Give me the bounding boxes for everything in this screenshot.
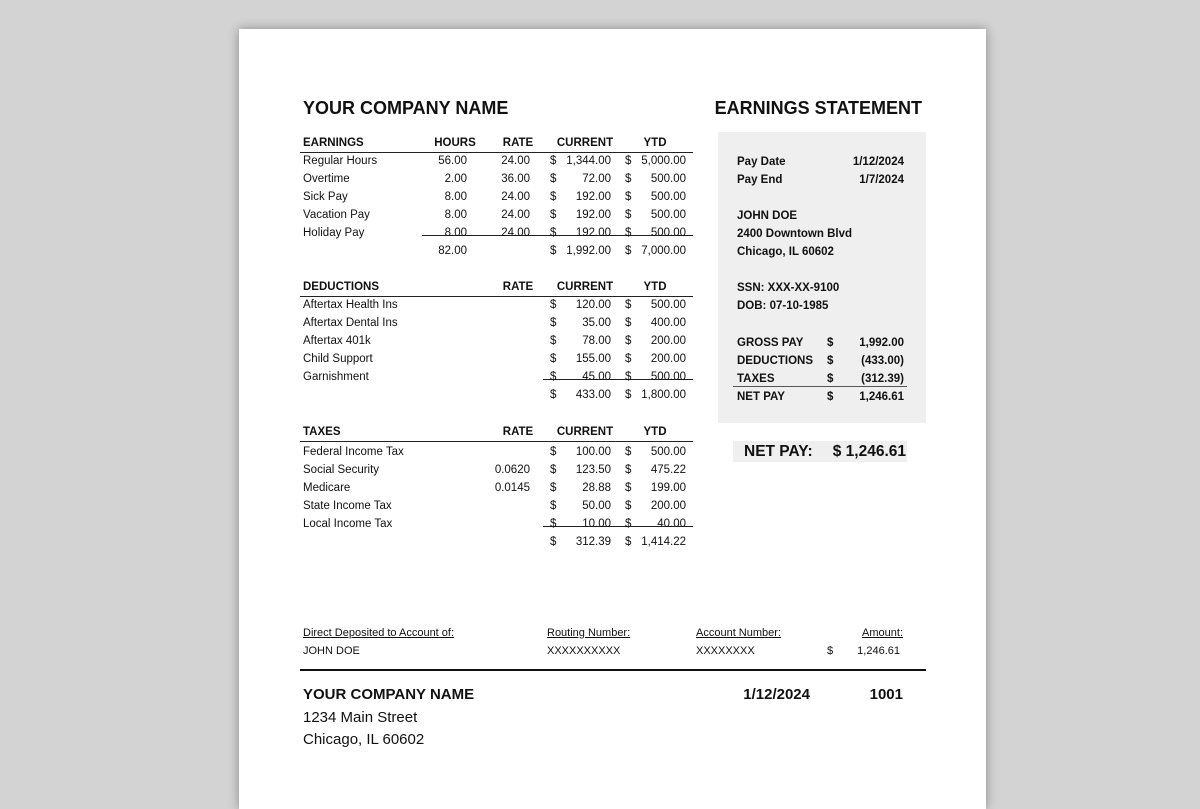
earnings-row-current: 72.00: [582, 173, 611, 185]
summary-label: TAXES: [737, 373, 775, 385]
earnings-header-current: CURRENT: [556, 137, 614, 149]
earnings-row-hours: 2.00: [444, 173, 467, 185]
earnings-row-ytd: 500.00: [650, 209, 686, 221]
net-pay-value: $ 1,246.61: [832, 443, 906, 460]
taxes-row-label: Federal Income Tax: [303, 446, 404, 458]
earnings-row-current-currency: $: [550, 227, 557, 239]
earnings-row-rate: 24.00: [501, 209, 530, 221]
deductions-header-rate: RATE: [502, 281, 534, 293]
deductions-row-current-currency: $: [550, 335, 557, 347]
deductions-header-current: CURRENT: [556, 281, 614, 293]
deductions-header-rule: [300, 296, 693, 297]
deductions-row-ytd-currency: $: [625, 299, 632, 311]
earnings-row-ytd-currency: $: [625, 173, 632, 185]
summary-currency: $: [827, 355, 834, 367]
taxes-row-rate: 0.0620: [494, 464, 530, 476]
deductions-row-label: Aftertax Health Ins: [303, 299, 398, 311]
deductions-row-current: 155.00: [575, 353, 611, 365]
deductions-row-current-currency: $: [550, 353, 557, 365]
account-number: XXXXXXXX: [696, 645, 755, 657]
amount-currency: $: [827, 645, 834, 657]
deductions-row-ytd: 500.00: [650, 299, 686, 311]
earnings-row-current: 1,344.00: [566, 155, 611, 167]
deductions-row-ytd-currency: $: [625, 335, 632, 347]
company-address-2: Chicago, IL 60602: [303, 731, 425, 748]
deductions-row-ytd: 400.00: [650, 317, 686, 329]
summary-value: (312.39): [861, 373, 904, 385]
taxes-row-current: 123.50: [575, 464, 611, 476]
earnings-total-current-currency: $: [550, 245, 557, 257]
deductions-row-ytd-currency: $: [625, 353, 632, 365]
earnings-row-label: Holiday Pay: [303, 227, 365, 239]
earnings-row-label: Regular Hours: [303, 155, 378, 167]
earnings-row-rate: 36.00: [501, 173, 530, 185]
deductions-header-deductions: DEDUCTIONS: [303, 281, 380, 293]
earnings-row-label: Sick Pay: [303, 191, 348, 203]
deductions-total-ytd-currency: $: [625, 389, 632, 401]
summary-value: 1,992.00: [859, 337, 904, 349]
taxes-row-current: 10.00: [582, 518, 611, 530]
pay-date: 1/12/2024: [852, 156, 904, 168]
deductions-row-ytd-currency: $: [625, 371, 632, 383]
taxes-row-current: 100.00: [575, 446, 611, 458]
earnings-row-ytd-currency: $: [625, 227, 632, 239]
summary-label: DEDUCTIONS: [737, 355, 814, 367]
taxes-row-ytd: 500.00: [650, 446, 686, 458]
taxes-row-ytd-currency: $: [625, 464, 632, 476]
company-address-1: 1234 Main Street: [303, 709, 418, 726]
deductions-row-current-currency: $: [550, 371, 557, 383]
taxes-row-label: State Income Tax: [303, 500, 392, 512]
deductions-row-ytd: 200.00: [650, 353, 686, 365]
deductions-row-current-currency: $: [550, 299, 557, 311]
taxes-row-ytd: 40.00: [657, 518, 686, 530]
pay-stub-page: [239, 29, 986, 809]
deductions-row-ytd-currency: $: [625, 317, 632, 329]
taxes-total-current: 312.39: [575, 536, 611, 548]
employee-address-2: Chicago, IL 60602: [737, 246, 834, 258]
earnings-row-ytd: 5,000.00: [641, 155, 686, 167]
routing-number-label: Routing Number:: [547, 627, 631, 639]
taxes-row-ytd-currency: $: [625, 482, 632, 494]
taxes-total-ytd: 1,414.22: [641, 536, 686, 548]
earnings-row-ytd-currency: $: [625, 209, 632, 221]
taxes-row-ytd-currency: $: [625, 518, 632, 530]
taxes-header-current: CURRENT: [556, 426, 614, 438]
deductions-total-ytd: 1,800.00: [641, 389, 686, 401]
pay-date-label: Pay Date: [737, 156, 786, 168]
check-divider: [300, 669, 926, 671]
earnings-total-ytd: 7,000.00: [641, 245, 686, 257]
summary-value: (433.00): [861, 355, 904, 367]
taxes-row-current-currency: $: [550, 446, 557, 458]
earnings-header-earnings: EARNINGS: [303, 137, 364, 149]
earnings-row-ytd-currency: $: [625, 191, 632, 203]
taxes-total-current-currency: $: [550, 536, 557, 548]
check-company-name: YOUR COMPANY NAME: [303, 686, 475, 703]
earnings-row-label: Overtime: [303, 173, 350, 185]
earnings-header-rate: RATE: [502, 137, 534, 149]
earnings-row-current: 192.00: [575, 191, 611, 203]
taxes-row-ytd: 475.22: [650, 464, 686, 476]
taxes-row-ytd: 199.00: [650, 482, 686, 494]
deductions-total-current: 433.00: [575, 389, 611, 401]
deductions-row-current: 45.00: [582, 371, 611, 383]
net-pay-label: NET PAY:: [744, 443, 813, 460]
taxes-row-current-currency: $: [550, 518, 557, 530]
earnings-row-label: Vacation Pay: [303, 209, 370, 221]
taxes-row-current-currency: $: [550, 482, 557, 494]
earnings-total-current: 1,992.00: [566, 245, 611, 257]
taxes-row-current-currency: $: [550, 464, 557, 476]
employee-ssn: SSN: XXX-XX-9100: [737, 282, 840, 294]
summary-label: NET PAY: [737, 391, 785, 403]
routing-number: XXXXXXXXXX: [547, 645, 621, 657]
statement-title: EARNINGS STATEMENT: [714, 98, 922, 118]
company-name: YOUR COMPANY NAME: [303, 98, 509, 118]
earnings-row-ytd: 500.00: [650, 173, 686, 185]
employee-name: JOHN DOE: [737, 210, 798, 222]
deductions-row-label: Aftertax Dental Ins: [303, 317, 398, 329]
taxes-row-current-currency: $: [550, 500, 557, 512]
deductions-header-ytd: YTD: [643, 281, 667, 293]
summary-divider: [733, 386, 907, 387]
earnings-row-ytd: 500.00: [650, 227, 686, 239]
taxes-total-ytd-currency: $: [625, 536, 632, 548]
earnings-row-rate: 24.00: [501, 227, 530, 239]
deductions-row-label: Child Support: [303, 353, 373, 365]
taxes-header-taxes: TAXES: [303, 426, 341, 438]
deductions-row-ytd: 500.00: [650, 371, 686, 383]
earnings-header-hours: HOURS: [434, 137, 476, 149]
taxes-header-ytd: YTD: [643, 426, 667, 438]
summary-currency: $: [827, 391, 834, 403]
pay-end-label: Pay End: [737, 174, 783, 186]
earnings-header-ytd: YTD: [643, 137, 667, 149]
taxes-header-rule: [300, 441, 693, 442]
earnings-total-ytd-currency: $: [625, 245, 632, 257]
taxes-row-current: 28.88: [582, 482, 611, 494]
earnings-row-rate: 24.00: [501, 191, 530, 203]
earnings-row-current-currency: $: [550, 191, 557, 203]
account-number-label: Account Number:: [696, 627, 781, 639]
employee-dob: DOB: 07-10-1985: [737, 300, 829, 312]
earnings-row-current: 192.00: [575, 209, 611, 221]
earnings-row-ytd: 500.00: [650, 191, 686, 203]
earnings-row-hours: 8.00: [444, 209, 467, 221]
deductions-row-ytd: 200.00: [650, 335, 686, 347]
deductions-row-label: Aftertax 401k: [303, 335, 371, 347]
earnings-row-ytd-currency: $: [625, 155, 632, 167]
check-number: 1001: [869, 686, 903, 703]
summary-value: 1,246.61: [859, 391, 904, 403]
deductions-row-current-currency: $: [550, 317, 557, 329]
deductions-row-current: 120.00: [575, 299, 611, 311]
taxes-row-label: Medicare: [303, 482, 351, 494]
earnings-row-current-currency: $: [550, 173, 557, 185]
taxes-row-ytd: 200.00: [650, 500, 686, 512]
summary-currency: $: [827, 337, 834, 349]
deductions-row-current: 35.00: [582, 317, 611, 329]
deductions-total-current-currency: $: [550, 389, 557, 401]
deposit-name: JOHN DOE: [303, 645, 360, 657]
taxes-row-current: 50.00: [582, 500, 611, 512]
employee-address-1: 2400 Downtown Blvd: [737, 228, 853, 240]
earnings-row-hours: 8.00: [444, 191, 467, 203]
taxes-row-ytd-currency: $: [625, 446, 632, 458]
earnings-row-current: 192.00: [575, 227, 611, 239]
earnings-row-hours: 56.00: [438, 155, 467, 167]
earnings-row-rate: 24.00: [501, 155, 530, 167]
earnings-total-hours: 82.00: [438, 245, 467, 257]
summary-label: GROSS PAY: [737, 337, 804, 349]
summary-currency: $: [827, 373, 834, 385]
deductions-row-label: Garnishment: [303, 371, 369, 383]
deposit-account-of-label: Direct Deposited to Account of:: [303, 627, 455, 639]
taxes-row-rate: 0.0145: [494, 482, 530, 494]
check-date: 1/12/2024: [743, 686, 810, 703]
deposit-amount: 1,246.61: [857, 645, 900, 657]
earnings-header-rule: [300, 152, 693, 153]
earnings-row-hours: 8.00: [444, 227, 467, 239]
taxes-header-rate: RATE: [502, 426, 534, 438]
earnings-row-current-currency: $: [550, 209, 557, 221]
earnings-row-current-currency: $: [550, 155, 557, 167]
taxes-row-label: Local Income Tax: [303, 518, 393, 530]
taxes-row-ytd-currency: $: [625, 500, 632, 512]
taxes-row-label: Social Security: [303, 464, 380, 476]
pay-end: 1/7/2024: [859, 174, 904, 186]
amount-label: Amount:: [862, 627, 903, 639]
deductions-row-current: 78.00: [582, 335, 611, 347]
